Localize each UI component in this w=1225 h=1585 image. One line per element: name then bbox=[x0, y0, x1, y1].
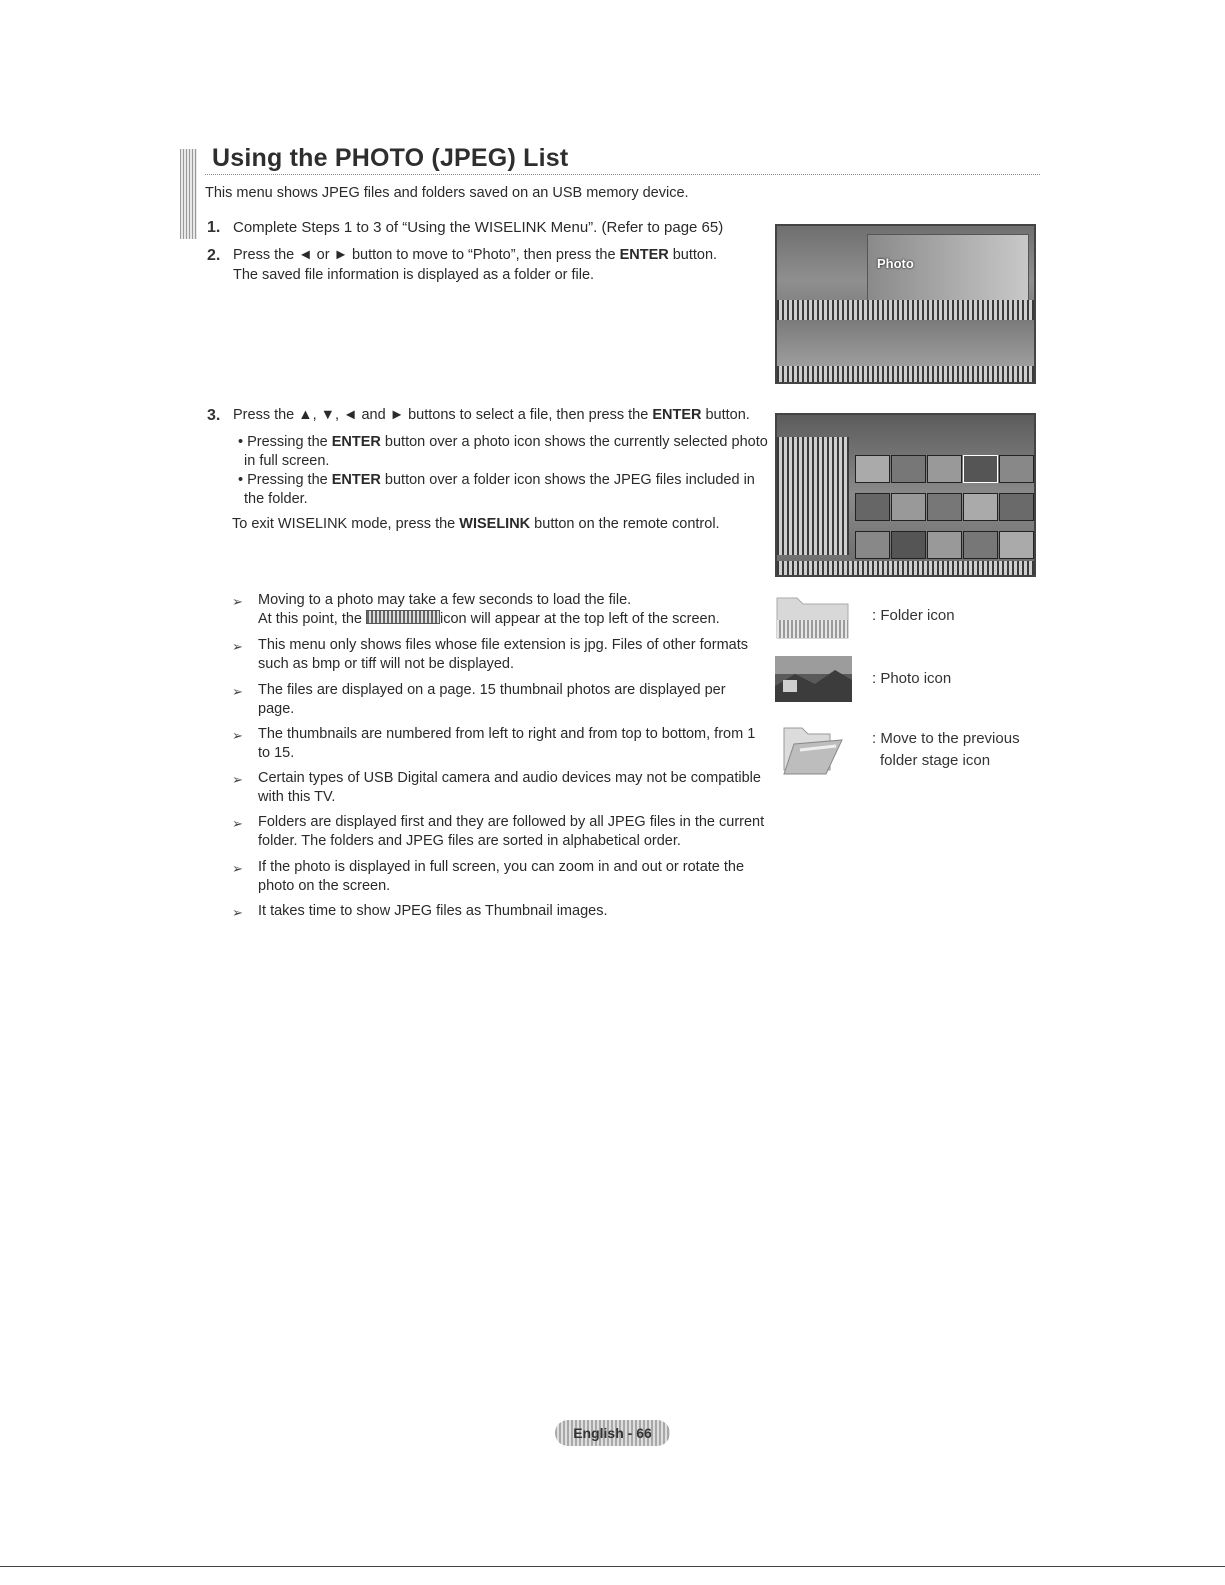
page-bottom-rule bbox=[0, 1566, 1225, 1567]
enter-keyword: ENTER bbox=[619, 247, 669, 263]
caption-line: folder stage icon bbox=[880, 752, 991, 769]
page-title: Using the PHOTO (JPEG) List bbox=[212, 144, 569, 172]
note-5 bbox=[232, 769, 772, 809]
note-text: icon will appear at the top left of the screen. bbox=[440, 611, 720, 627]
previous-folder-icon bbox=[780, 722, 850, 777]
step-text-end: button. bbox=[701, 407, 750, 423]
step-number: 3. bbox=[207, 407, 221, 424]
bullet-text: • Pressing the bbox=[238, 472, 332, 488]
note-text: with this TV. bbox=[258, 789, 336, 805]
note-4 bbox=[232, 725, 772, 765]
caption-line: : Move to the previous bbox=[872, 730, 1020, 747]
step-text: Complete Steps 1 to 3 of “Using the WISELINK Menu”. (Refer to page 65) bbox=[233, 219, 724, 236]
thumb-folder bbox=[855, 455, 890, 483]
note-1 bbox=[232, 591, 772, 631]
note-arrow-icon: ➢ bbox=[232, 905, 243, 920]
note-text: This menu only shows files whose file extension is jpg. Files of other formats bbox=[258, 637, 748, 653]
step-number: 2. bbox=[207, 247, 221, 264]
note-text: Folders are displayed first and they are followed by all JPEG files in the current bbox=[258, 814, 765, 830]
bullet-folder-icon bbox=[238, 471, 755, 509]
note-arrow-icon: ➢ bbox=[232, 639, 243, 654]
bullet-text-cont: in full screen. bbox=[244, 453, 330, 469]
page-number: English - 66 bbox=[555, 1420, 670, 1446]
note-text: photo on the screen. bbox=[258, 878, 391, 894]
heading-marker bbox=[180, 149, 197, 239]
step-number: 1. bbox=[207, 219, 221, 236]
note-text: At this point, the bbox=[258, 611, 367, 627]
bullet-text-end: button over a folder icon shows the JPEG files included in bbox=[380, 472, 755, 488]
note-arrow-icon: ➢ bbox=[232, 861, 243, 876]
title-divider bbox=[205, 174, 1040, 175]
thumb-photo bbox=[927, 493, 962, 521]
note-6 bbox=[232, 813, 772, 853]
enter-keyword: ENTER bbox=[331, 472, 381, 488]
thumb-photo bbox=[891, 493, 926, 521]
note-text: folder. The folders and JPEG files are sorted in alphabetical order. bbox=[258, 833, 681, 849]
note-text: The thumbnails are numbered from left to right and from top to bottom, from 1 bbox=[258, 726, 756, 742]
thumb-photo bbox=[963, 493, 998, 521]
note-arrow-icon: ➢ bbox=[232, 684, 243, 699]
previous-folder-icon-caption bbox=[872, 728, 1020, 772]
exit-text-end: button on the remote control. bbox=[530, 516, 720, 532]
wiselink-keyword: WISELINK bbox=[459, 516, 531, 532]
note-2 bbox=[232, 636, 772, 676]
exit-text: To exit WISELINK mode, press the bbox=[232, 516, 460, 532]
step-subtext: The saved file information is displayed as a folder or file. bbox=[233, 267, 595, 283]
enter-keyword: ENTER bbox=[331, 434, 381, 450]
bullet-text-end: button over a photo icon shows the currently selected photo bbox=[380, 434, 768, 450]
note-text: page. bbox=[258, 701, 295, 717]
thumb-folder bbox=[891, 455, 926, 483]
note-arrow-icon: ➢ bbox=[232, 728, 243, 743]
note-text: to 15. bbox=[258, 745, 295, 761]
bullet-text: • Pressing the bbox=[238, 434, 332, 450]
note-text: such as bmp or tiff will not be displayed. bbox=[258, 656, 515, 672]
note-8 bbox=[232, 902, 772, 924]
note-text: It takes time to show JPEG files as Thumbnail images. bbox=[258, 903, 608, 919]
photo-icon bbox=[775, 656, 852, 702]
thumb-photo bbox=[999, 493, 1034, 521]
bullet-text-cont: the folder. bbox=[244, 491, 308, 507]
note-text: Certain types of USB Digital camera and audio devices may not be compatible bbox=[258, 770, 761, 786]
step-2 bbox=[207, 247, 718, 283]
photo-menu-label: Photo bbox=[877, 256, 914, 271]
stripe-band bbox=[777, 300, 1034, 320]
note-arrow-icon: ➢ bbox=[232, 816, 243, 831]
note-arrow-icon: ➢ bbox=[232, 772, 243, 787]
exit-instruction bbox=[232, 515, 720, 534]
step-text-end: button. bbox=[668, 247, 718, 263]
side-panel bbox=[777, 437, 849, 555]
thumb-photo bbox=[927, 455, 962, 483]
photo-menu-screenshot bbox=[775, 224, 1036, 384]
thumb-photo bbox=[963, 531, 998, 559]
thumb-photo bbox=[891, 531, 926, 559]
step-1 bbox=[207, 219, 724, 237]
list-footer-bar bbox=[777, 561, 1034, 575]
enter-keyword: ENTER bbox=[652, 407, 702, 423]
note-arrow-icon: ➢ bbox=[232, 594, 243, 609]
thumb-photo bbox=[999, 531, 1034, 559]
thumb-photo bbox=[999, 455, 1034, 483]
thumb-photo-selected bbox=[963, 455, 998, 483]
note-text: Moving to a photo may take a few seconds to load the file. bbox=[258, 592, 632, 608]
folder-icon-caption: : Folder icon bbox=[872, 607, 955, 624]
menu-footer-bar bbox=[777, 366, 1034, 382]
note-text: The files are displayed on a page. 15 thumbnail photos are displayed per bbox=[258, 682, 726, 698]
folder-icon bbox=[775, 592, 850, 640]
thumb-photo bbox=[855, 531, 890, 559]
loading-indicator-icon bbox=[366, 610, 440, 624]
step-3 bbox=[207, 407, 750, 425]
intro-text: This menu shows JPEG files and folders saved on an USB memory device. bbox=[205, 185, 689, 201]
thumbnail-list-screenshot bbox=[775, 413, 1036, 577]
note-3 bbox=[232, 681, 772, 721]
thumb-photo bbox=[855, 493, 890, 521]
step-text: Press the ◄ or ► button to move to “Photo”, then press the bbox=[233, 247, 620, 263]
note-7 bbox=[232, 858, 772, 898]
photo-icon-caption: : Photo icon bbox=[872, 670, 952, 687]
note-text: If the photo is displayed in full screen, you can zoom in and out or rotate the bbox=[258, 859, 745, 875]
step-text: Press the ▲, ▼, ◄ and ► buttons to select a file, then press the bbox=[233, 407, 653, 423]
bullet-photo-icon bbox=[238, 433, 768, 471]
thumb-photo bbox=[927, 531, 962, 559]
